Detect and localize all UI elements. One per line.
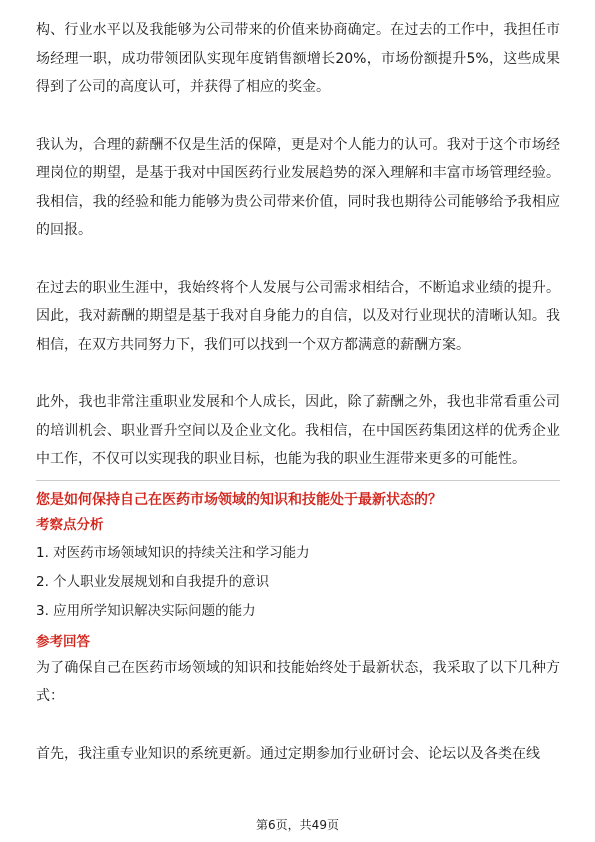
body-paragraph: 我认为，合理的薪酬不仅是生活的保障，更是对个人能力的认可。我对于这个市场经理岗位的期望，是基于我对中国医药行业发展趋势的深入理解和丰富市场管理经验。我相信，我的经验和能力能够为贵公司带来价值，同时我也期待公司能够给予我相应的回报。: [36, 136, 560, 238]
answer-label: 参考回答: [36, 633, 90, 650]
section-divider: [36, 480, 560, 481]
list-item: 1. 对医药市场领域知识的持续关注和学习能力: [36, 544, 310, 561]
page-content: [36, 16, 560, 768]
list-item: 3. 应用所学知识解决实际问题的能力: [36, 602, 256, 619]
question-heading: 您是如何保持自己在医药市场领域的知识和技能处于最新状态的？: [36, 491, 442, 508]
body-paragraph: 在过去的职业生涯中，我始终将个人发展与公司需求相结合，不断追求业绩的提升。因此，我对薪酬的期望是基于我对自身能力的自信，以及对行业现状的清晰认知。我相信，在双方共同努力下，我们可以找到一个双方都满意的薪酬方案。: [36, 279, 560, 353]
answer-paragraph: 为了确保自己在医药市场领域的知识和技能始终处于最新状态，我采取了以下几种方式：: [36, 659, 560, 704]
list-item: 2. 个人职业发展规划和自我提升的意识: [36, 573, 270, 590]
answer-paragraph: 首先，我注重专业知识的系统更新。通过定期参加行业研讨会、论坛以及各类在线: [36, 745, 540, 762]
analysis-list: [36, 539, 560, 626]
page-number: 第6页，共49页: [256, 818, 339, 832]
body-paragraph: 此外，我也非常注重职业发展和个人成长，因此，除了薪酬之外，我也非常看重公司的培训机会、职业晋升空间以及企业文化。我相信，在中国医药集团这样的优秀企业中工作，不仅可以实现我的职业目标，也能为我的职业生涯带来更多的可能性。: [36, 394, 560, 467]
analysis-label: 考察点分析: [36, 516, 104, 533]
body-paragraph: 构、行业水平以及我能够为公司带来的价值来协商确定。在过去的工作中，我担任市场经理一职，成功带领团队实现年度销售额增长20%，市场份额提升5%，这些成果得到了公司的高度认可，并获得了相应的奖金。: [36, 22, 560, 95]
